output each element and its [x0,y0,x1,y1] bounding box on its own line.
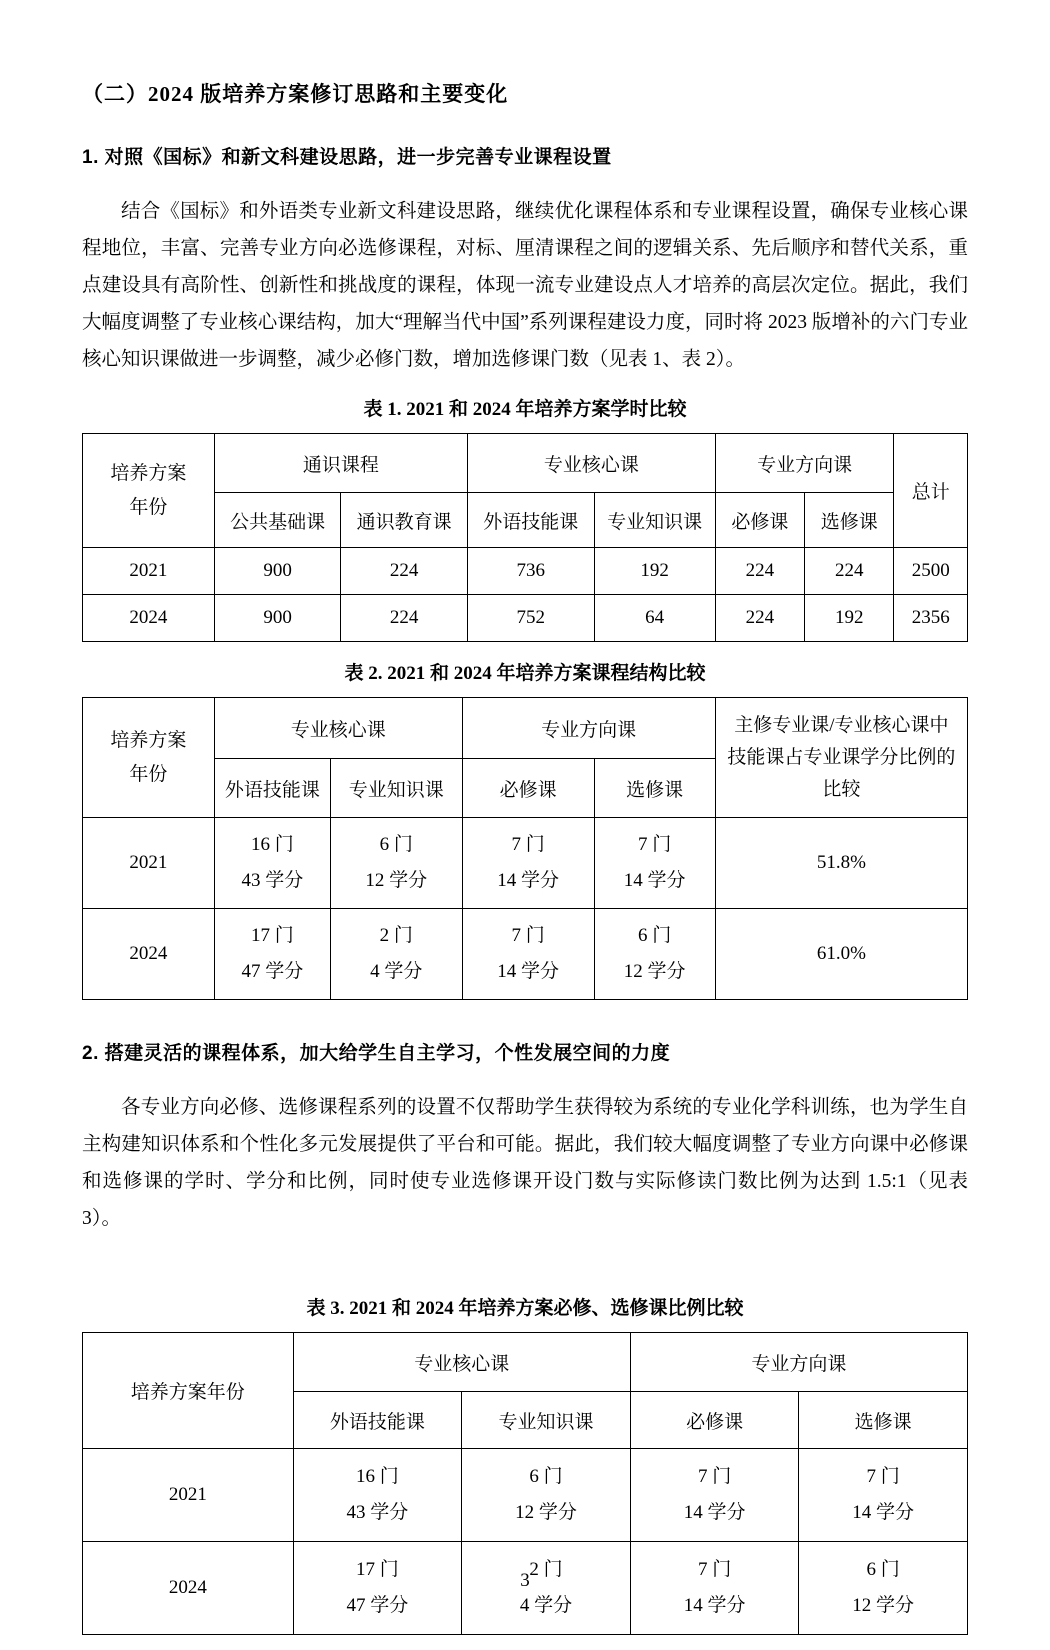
page-number: 3 [520,1570,530,1591]
table1-cell: 900 [214,595,341,642]
table1-cell: 224 [715,548,804,595]
table1-subheader: 专业知识课 [594,493,715,548]
table2-row-2021 [83,818,968,909]
table1-total-cell: 2356 [894,595,968,642]
table2-group-core: 专业核心课 [214,698,462,759]
table3-cell: 16 门 43 学分 [293,1449,462,1542]
table1-subheader: 外语技能课 [467,493,594,548]
table1-cell: 736 [467,548,594,595]
table3-caption: 表 3. 2021 和 2024 年培养方案必修、选修课比例比较 [306,1298,744,1319]
table3-cell: 2 门 4 学分 [462,1542,631,1635]
table1-group-general: 通识课程 [214,434,467,493]
table-2 [82,697,968,1000]
table1-group-direction: 专业方向课 [715,434,894,493]
paragraph-1: 结合《国标》和外语类专业新文科建设思路，继续优化课程体系和专业课程设置，确保专业核心课程地位，丰富、完善专业方向必选修课程，对标、厘清课程之间的逻辑关系、先后顺序和替代关系，重点建设具有高阶性、创新性和挑战度的课程，体现一流专业建设点人才培养的高层次定位。据此，我们大幅度调整了专业核心课结构，加大“理解当代中国”系列课程建设力度，同时将 2023 版增补的六门专业核心知识课做进一步调整，减少必修门数，增加选修课门数（见表 1、表 2）。 [82,201,968,370]
table2-year-cell: 2021 [83,818,215,909]
table1-cell: 752 [467,595,594,642]
table1-header-row-1 [83,434,968,493]
table3-subheader: 必修课 [630,1392,799,1449]
table2-year-cell: 2024 [83,909,215,1000]
table2-cell: 7 门 14 学分 [462,818,594,909]
table1-subheader: 公共基础课 [214,493,341,548]
table3-header-row-1 [83,1333,968,1392]
table1-row-2021 [83,548,968,595]
section-heading: （二）2024 版培养方案修订思路和主要变化 [82,82,509,106]
table2-cell: 6 门 12 学分 [594,909,715,1000]
table1-cell: 224 [341,595,468,642]
table2-cell: 7 门 14 学分 [462,909,594,1000]
table1-cell: 900 [214,548,341,595]
table2-subheader: 选修课 [594,759,715,818]
table1-total-header: 总计 [894,434,968,548]
table3-subheader: 选修课 [799,1392,968,1449]
table1-cell: 224 [805,548,894,595]
table3-row-2021 [83,1449,968,1542]
table1-subheader: 选修课 [805,493,894,548]
table3-group-core: 专业核心课 [293,1333,630,1392]
table1-cell: 64 [594,595,715,642]
table2-subheader: 专业知识课 [330,759,462,818]
paragraph-2: 各专业方向必修、选修课程系列的设置不仅帮助学生获得较为系统的专业化学科训练，也为学生自主构建知识体系和个性化多元发展提供了平台和可能。据此，我们较大幅度调整了专业方向课中必修课和选修课的学时、学分和比例，同时使专业选修课开设门数与实际修读门数比例为达到 1.5:1（见表 3）。 [82,1097,968,1229]
table2-row-2024 [83,909,968,1000]
table1-subheader: 通识教育课 [341,493,468,548]
table3-cell: 6 门 12 学分 [799,1542,968,1635]
table2-year-header: 培养方案年份 [83,698,215,818]
table2-cell: 6 门 12 学分 [330,818,462,909]
table3-cell: 7 门 14 学分 [630,1449,799,1542]
table3-cell: 6 门 12 学分 [462,1449,631,1542]
table2-ratio-header: 主修专业课/专业核心课中技能课占专业课学分比例的比较 [715,698,967,818]
table3-group-direction: 专业方向课 [630,1333,967,1392]
table1-subheader: 必修课 [715,493,804,548]
table2-ratio-cell: 61.0% [715,909,967,1000]
table1-year-cell: 2024 [83,595,215,642]
table3-subheader: 专业知识课 [462,1392,631,1449]
table3-cell: 7 门 14 学分 [630,1542,799,1635]
table1-header-row-2 [83,493,968,548]
table2-cell: 7 门 14 学分 [594,818,715,909]
table1-cell: 224 [715,595,804,642]
table2-cell: 2 门 4 学分 [330,909,462,1000]
table-1 [82,433,968,642]
table3-cell: 17 门 47 学分 [293,1542,462,1635]
table2-subheader: 必修课 [462,759,594,818]
table1-row-2024 [83,595,968,642]
table3-subheader: 外语技能课 [293,1392,462,1449]
sub-heading-2: 2. 搭建灵活的课程体系，加大给学生自主学习，个性发展空间的力度 [82,1043,671,1064]
table2-caption: 表 2. 2021 和 2024 年培养方案课程结构比较 [344,663,706,684]
sub-heading-1: 1. 对照《国标》和新文科建设思路，进一步完善专业课程设置 [82,147,612,168]
table3-year-header: 培养方案年份 [83,1333,294,1449]
table1-cell: 192 [805,595,894,642]
table3-year-cell: 2021 [83,1449,294,1542]
table2-cell: 17 门 47 学分 [214,909,330,1000]
table1-cell: 224 [341,548,468,595]
table2-cell: 16 门 43 学分 [214,818,330,909]
table2-group-direction: 专业方向课 [462,698,715,759]
table3-year-cell: 2024 [83,1542,294,1635]
table2-ratio-cell: 51.8% [715,818,967,909]
table3-cell: 7 门 14 学分 [799,1449,968,1542]
table1-year-header: 培养方案年份 [83,434,215,548]
table1-caption: 表 1. 2021 和 2024 年培养方案学时比较 [363,399,687,420]
table2-subheader: 外语技能课 [214,759,330,818]
table2-header-row-1 [83,698,968,759]
table1-total-cell: 2500 [894,548,968,595]
table1-year-cell: 2021 [83,548,215,595]
table1-cell: 192 [594,548,715,595]
table1-group-core: 专业核心课 [467,434,715,493]
